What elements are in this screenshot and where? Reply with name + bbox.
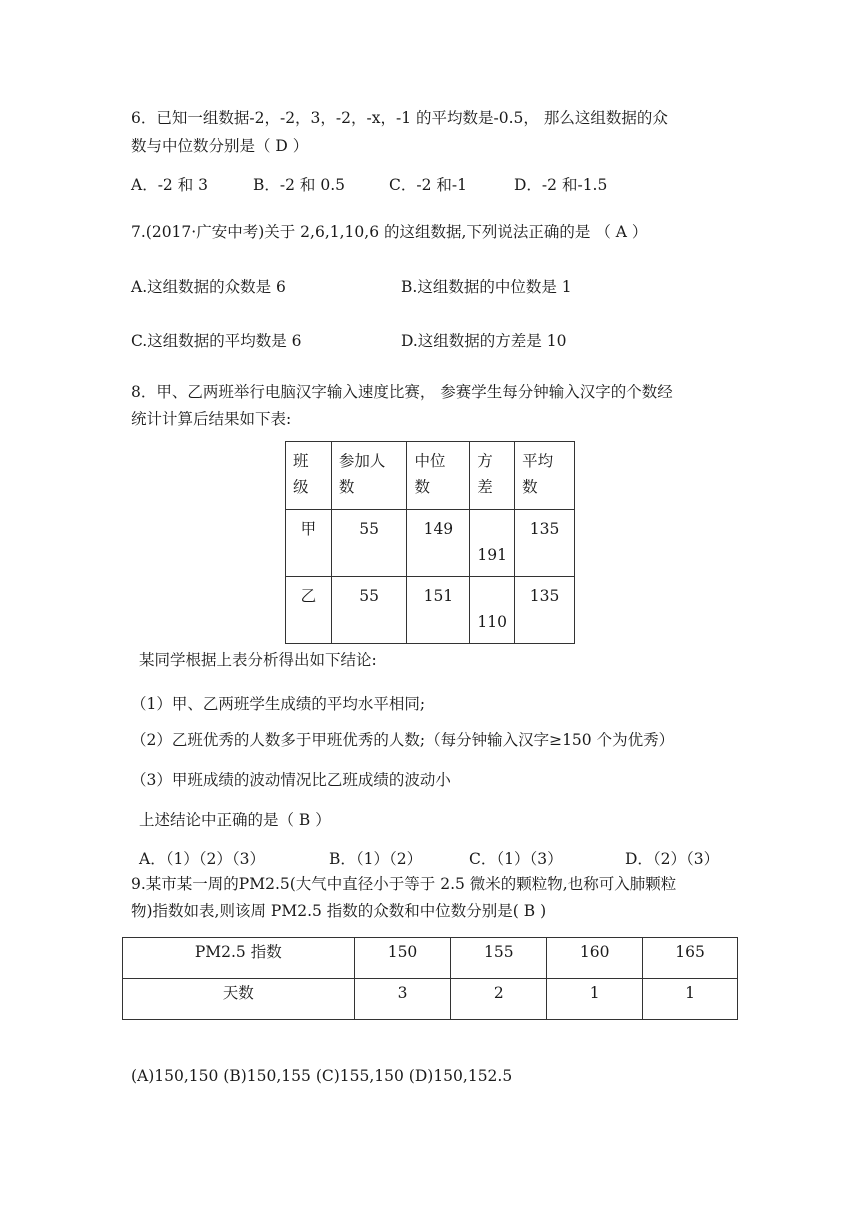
cell-variance: 110 xyxy=(470,577,515,644)
q9-stem-line1: 9.某市某一周的PM2.5(大气中直径小于等于 2.5 微米的颗粒物,也称可入肺颗粒 xyxy=(131,875,677,893)
q7-option-d: D.这组数据的方差是 10 xyxy=(401,332,567,350)
table-row xyxy=(286,577,575,644)
q6-stem-line1: 6．已知一组数据-2，-2，3，-2，-x，-1 的平均数是-0.5， 那么这组数据的众 xyxy=(131,109,668,127)
cell-median: 149 xyxy=(407,510,470,577)
cell-mean: 135 xyxy=(515,577,575,644)
cell-index: 150 xyxy=(354,938,451,979)
cell-variance: 191 xyxy=(470,510,515,577)
q8-score-table xyxy=(285,441,575,644)
q8-statement-2: （2）乙班优秀的人数多于甲班优秀的人数;（每分钟输入汉字≥150 个为优秀） xyxy=(131,731,675,749)
q7-option-b: B.这组数据的中位数是 1 xyxy=(401,278,572,296)
q6-option-a: A．-2 和 3 xyxy=(131,176,209,194)
q6-stem-line2: 数与中位数分别是（ D ） xyxy=(131,137,309,155)
q8-option-c: C．（1）（3） xyxy=(469,850,563,868)
q9-stem-line2: 物)指数如表,则该周 PM2.5 指数的众数和中位数分别是( B ) xyxy=(131,902,547,920)
header-median: 中位 数 xyxy=(407,442,470,510)
q6-option-b: B．-2 和 0.5 xyxy=(253,176,345,194)
cell-class: 乙 xyxy=(286,577,332,644)
cell-participants: 55 xyxy=(331,577,407,644)
q8-intro: 某同学根据上表分析得出如下结论: xyxy=(139,651,377,669)
header-mean: 平均 数 xyxy=(515,442,575,510)
table-row xyxy=(286,510,575,577)
cell-index: 165 xyxy=(643,938,738,979)
q7-stem: 7.(2017·广安中考)关于 2,6,1,10,6 的这组数据,下列说法正确的是 （ A ） xyxy=(131,223,648,241)
q6-option-d: D．-2 和-1.5 xyxy=(514,176,608,194)
q8-option-b: B．（1）（2） xyxy=(329,850,423,868)
cell-participants: 55 xyxy=(331,510,407,577)
cell-index: 160 xyxy=(547,938,643,979)
cell-mean: 135 xyxy=(515,510,575,577)
cell-days: 3 xyxy=(354,979,451,1020)
q6-option-c: C．-2 和-1 xyxy=(389,176,467,194)
header-variance: 方 差 xyxy=(470,442,515,510)
header-participants: 参加人 数 xyxy=(331,442,407,510)
header-class: 班 级 xyxy=(286,442,332,510)
cell-median: 151 xyxy=(407,577,470,644)
cell-days: 2 xyxy=(451,979,547,1020)
q9-pm25-table xyxy=(122,937,738,1020)
cell-index: 155 xyxy=(451,938,547,979)
cell-days: 1 xyxy=(643,979,738,1020)
cell-class: 甲 xyxy=(286,510,332,577)
table-header-row xyxy=(286,442,575,510)
q8-option-a: A．（1）（2）（3） xyxy=(139,850,266,868)
q8-statement-1: （1）甲、乙两班学生成绩的平均水平相同; xyxy=(131,695,426,713)
table-row xyxy=(123,938,738,979)
row-label-days: 天数 xyxy=(123,979,355,1020)
table-row xyxy=(123,979,738,1020)
q8-stem-line2: 统计计算后结果如下表: xyxy=(131,410,292,428)
q9-options: (A)150,150 (B)150,155 (C)155,150 (D)150,152.5 xyxy=(131,1067,513,1085)
q8-stem-line1: 8．甲、乙两班举行电脑汉字输入速度比赛， 参赛学生每分钟输入汉字的个数经 xyxy=(131,383,673,401)
q7-option-a: A.这组数据的众数是 6 xyxy=(131,278,286,296)
q8-option-d: D．（2）（3） xyxy=(625,850,720,868)
q8-question: 上述结论中正确的是（ B ） xyxy=(139,811,331,829)
row-label-index: PM2.5 指数 xyxy=(123,938,355,979)
q7-option-c: C.这组数据的平均数是 6 xyxy=(131,332,302,350)
q8-statement-3: （3）甲班成绩的波动情况比乙班成绩的波动小 xyxy=(131,771,451,789)
cell-days: 1 xyxy=(547,979,643,1020)
